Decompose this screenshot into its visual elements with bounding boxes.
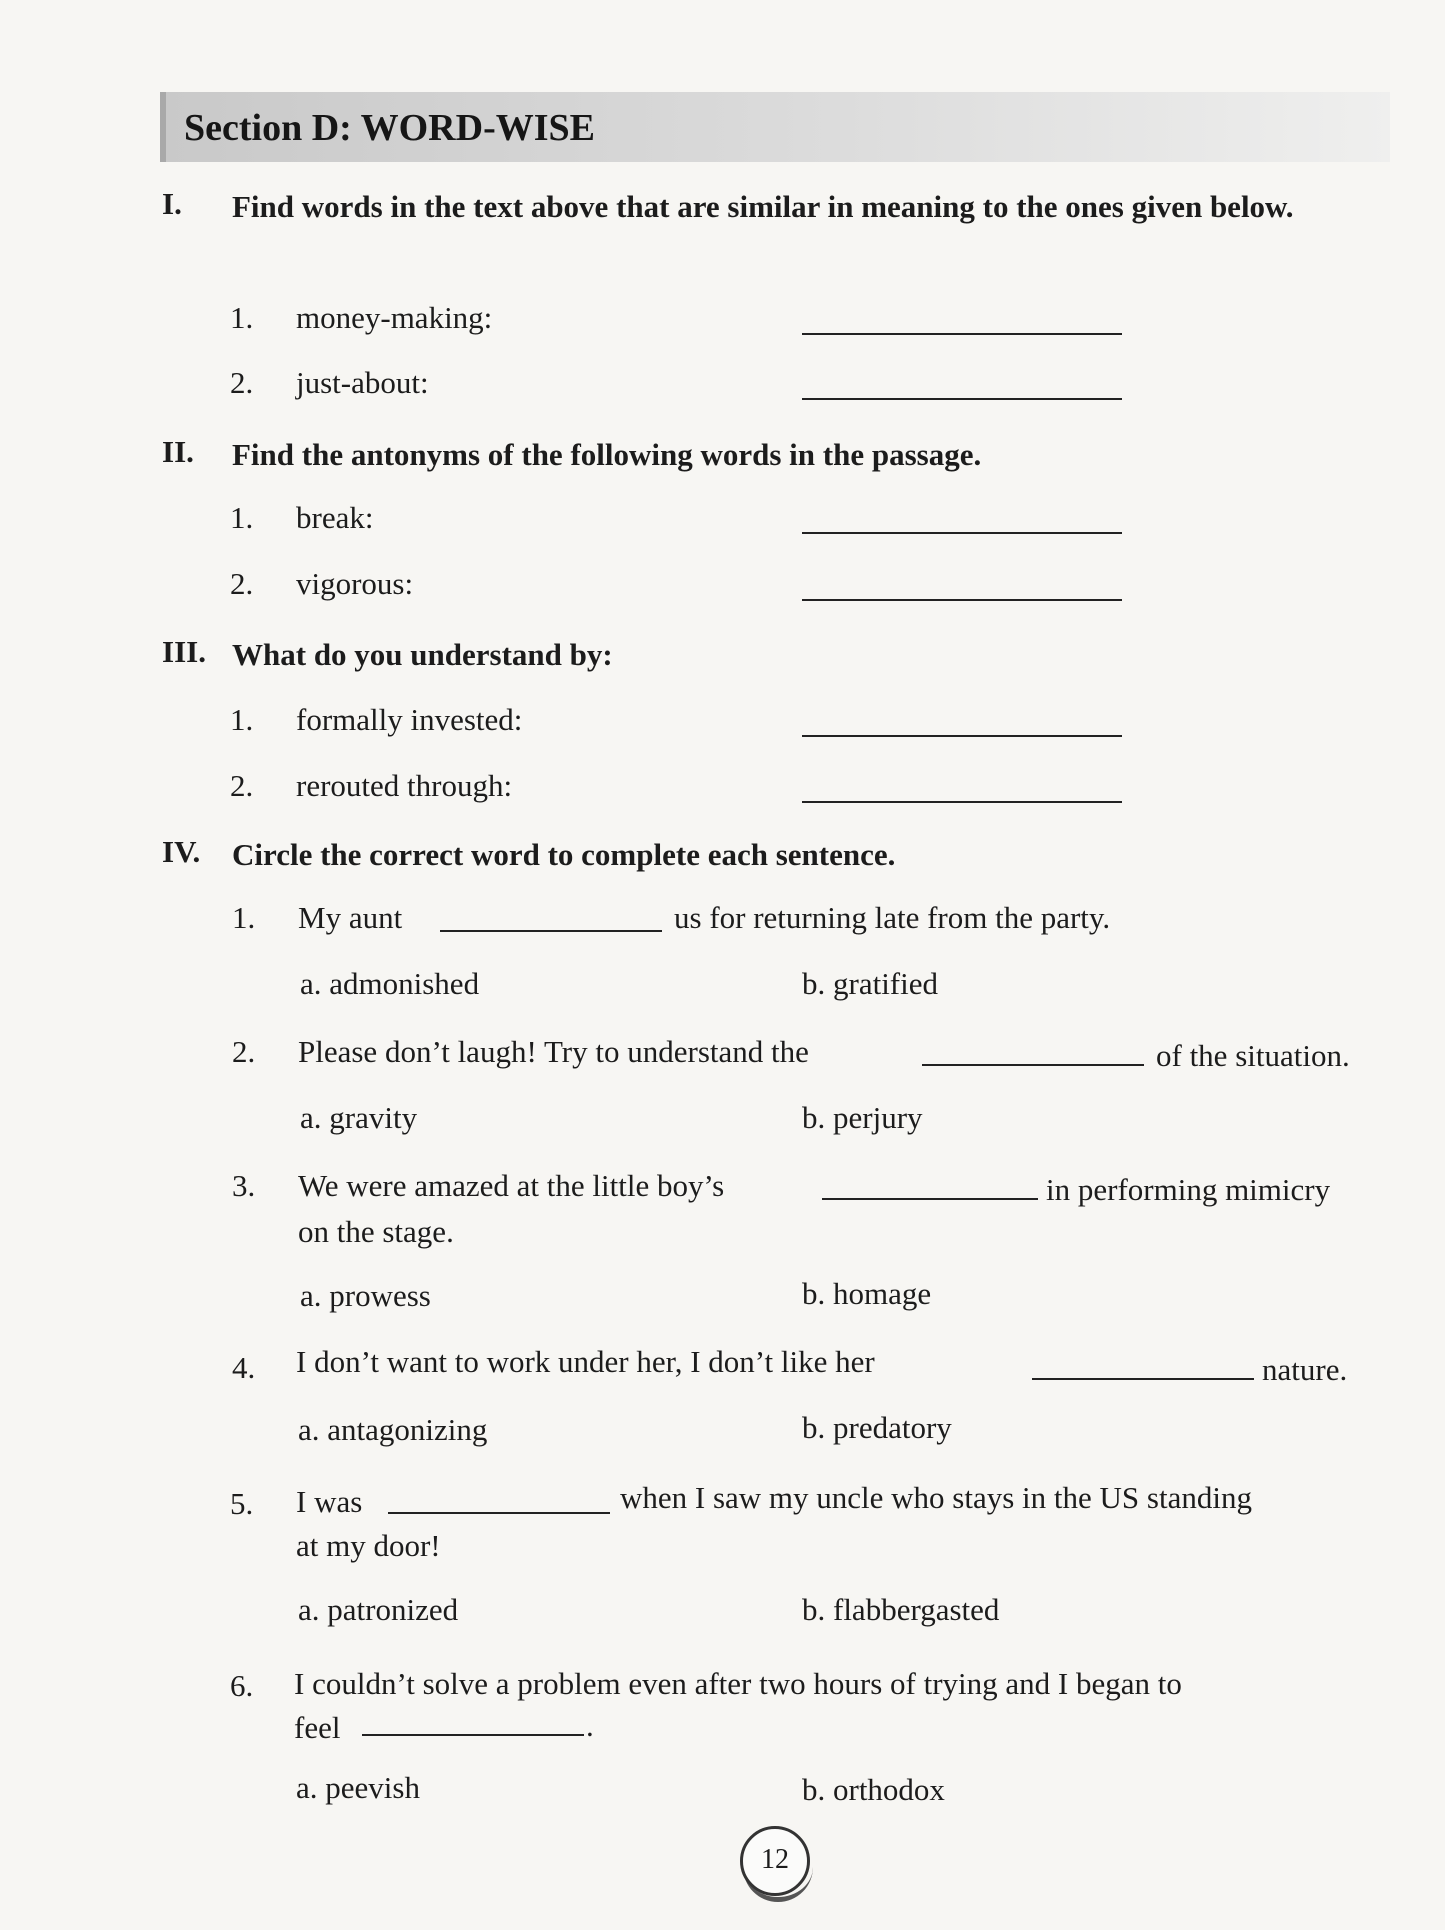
q4-item-5-option-a[interactable]: a. patronized — [298, 1592, 459, 1627]
q2-item-1-answer-blank[interactable] — [802, 532, 1122, 534]
q4-item-3-text-before: We were amazed at the little boy’s — [298, 1168, 725, 1203]
q1-item-1-answer-blank[interactable] — [802, 333, 1122, 335]
q3-item-2-word: rerouted through: — [296, 768, 513, 803]
q4-item-2-text-before: Please don’t laugh! Try to understand the — [298, 1034, 809, 1069]
question-4-text: Circle the correct word to complete each sentence. — [232, 837, 896, 872]
q4-item-3-number: 3. — [232, 1168, 256, 1203]
q2-item-1-number: 1. — [230, 500, 254, 535]
q4-item-2-number: 2. — [232, 1034, 256, 1069]
q4-item-1-option-b[interactable]: b. gratified — [802, 966, 939, 1001]
q4-item-4-text-after: nature. — [1262, 1352, 1348, 1387]
question-1-text: Find words in the text above that are similar in meaning to the ones given below. — [232, 189, 1294, 224]
q4-item-4-option-b[interactable]: b. predatory — [802, 1410, 952, 1445]
q4-item-6-option-a[interactable]: a. peevish — [296, 1770, 420, 1805]
q4-item-2-option-a[interactable]: a. gravity — [300, 1100, 418, 1135]
q4-item-3-text-line2: on the stage. — [298, 1214, 454, 1249]
q4-item-4-number: 4. — [232, 1350, 256, 1385]
q4-item-1-option-a[interactable]: a. admonished — [300, 966, 480, 1001]
q4-item-3-option-a[interactable]: a. prowess — [300, 1278, 431, 1313]
q4-item-3-text-after: in performing mimicry — [1046, 1172, 1331, 1207]
q2-item-1-word: break: — [296, 500, 374, 535]
q3-item-1-word: formally invested: — [296, 702, 523, 737]
question-4-number: IV. — [162, 834, 201, 869]
q1-item-2-number: 2. — [230, 365, 254, 400]
q4-item-6-text-before: I couldn’t solve a problem even after two hours of trying and I began to — [294, 1666, 1182, 1701]
question-2-text: Find the antonyms of the following words in the passage. — [232, 437, 982, 472]
q4-item-4-option-a[interactable]: a. antagonizing — [298, 1412, 488, 1447]
section-title: Section D: WORD-WISE — [184, 107, 595, 149]
question-3-text: What do you understand by: — [232, 637, 613, 672]
q4-item-6-number: 6. — [230, 1668, 254, 1703]
q4-item-5-text-line2: at my door! — [296, 1528, 441, 1563]
q2-item-2-word: vigorous: — [296, 566, 414, 601]
question-3-number: III. — [162, 634, 206, 669]
q4-item-1-text-before: My aunt — [298, 900, 403, 935]
q2-item-2-number: 2. — [230, 566, 254, 601]
q4-item-3-option-b[interactable]: b. homage — [802, 1276, 932, 1311]
q4-item-5-option-b[interactable]: b. flabbergasted — [802, 1592, 1000, 1627]
q4-item-4-text-before: I don’t want to work under her, I don’t like her — [296, 1344, 875, 1379]
q3-item-1-number: 1. — [230, 702, 254, 737]
q1-item-1-word: money-making: — [296, 300, 493, 335]
page-number: 12 — [740, 1826, 810, 1896]
q3-item-2-answer-blank[interactable] — [802, 801, 1122, 803]
section-header — [160, 92, 1390, 162]
q4-item-5-blank[interactable] — [388, 1512, 610, 1514]
q4-item-2-option-b[interactable]: b. perjury — [802, 1100, 923, 1135]
q4-item-2-text-after: of the situation. — [1156, 1038, 1350, 1073]
q3-item-2-number: 2. — [230, 768, 254, 803]
q4-item-2-blank[interactable] — [922, 1064, 1144, 1066]
q1-item-2-answer-blank[interactable] — [802, 398, 1122, 400]
q4-item-3-blank[interactable] — [822, 1198, 1038, 1200]
q1-item-1-number: 1. — [230, 300, 254, 335]
q4-item-5-text-before: I was — [296, 1484, 363, 1519]
q4-item-6-option-b[interactable]: b. orthodox — [802, 1772, 945, 1807]
q1-item-2-word: just-about: — [296, 365, 429, 400]
q4-item-5-number: 5. — [230, 1486, 254, 1521]
q4-item-6-text-line2-before: feel — [294, 1710, 341, 1745]
q2-item-2-answer-blank[interactable] — [802, 599, 1122, 601]
q4-item-1-blank[interactable] — [440, 930, 662, 932]
q4-item-1-text-after: us for returning late from the party. — [674, 900, 1111, 935]
q4-item-1-number: 1. — [232, 900, 256, 935]
question-2-number: II. — [162, 434, 194, 469]
q4-item-6-blank[interactable] — [362, 1734, 584, 1736]
q3-item-1-answer-blank[interactable] — [802, 735, 1122, 737]
q4-item-4-blank[interactable] — [1032, 1378, 1254, 1380]
q4-item-5-text-after: when I saw my uncle who stays in the US standing — [620, 1480, 1252, 1515]
q4-item-6-text-line2-after: . — [586, 1708, 594, 1743]
question-1-number: I. — [162, 186, 182, 221]
